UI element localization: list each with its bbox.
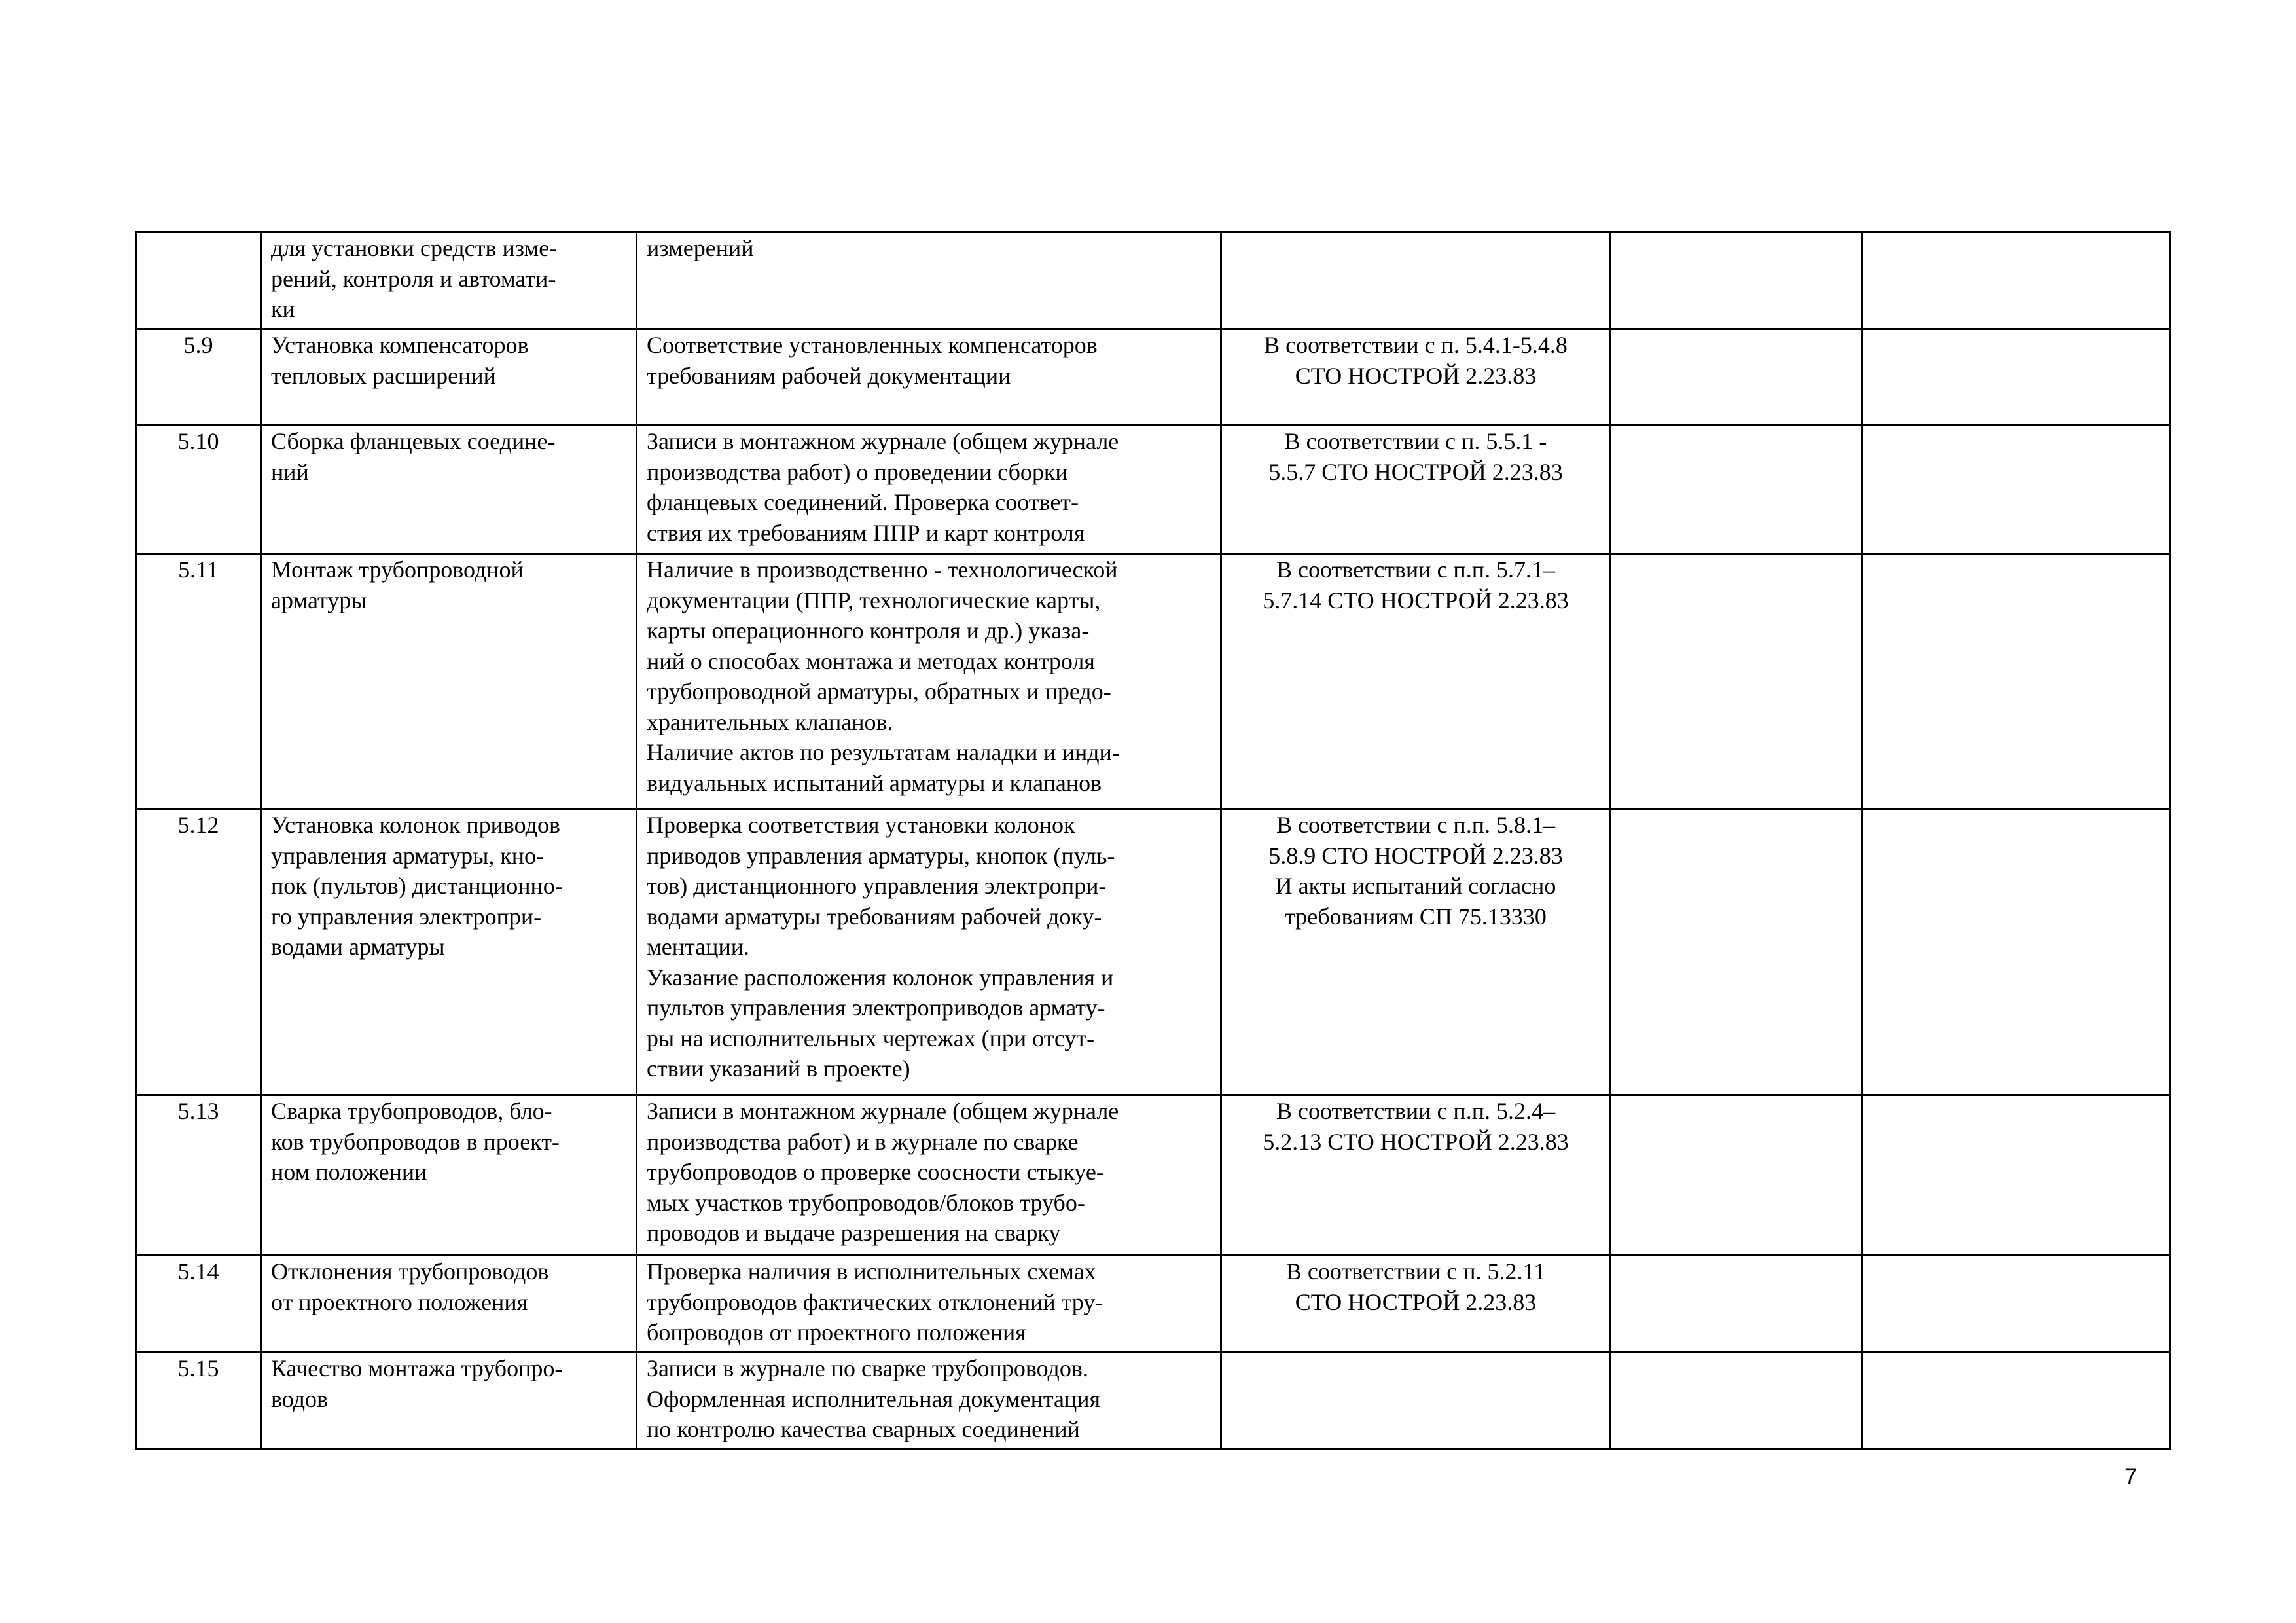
control-description-line: Соответствие установленных компенсаторов [647,332,1098,358]
table-row [136,329,2170,426]
work-name-line: рений, контроля и автомати- [271,265,556,292]
table-body [136,232,2170,1449]
cell-item-number [136,554,261,809]
cell-control-description [637,809,1221,1095]
cell-empty-1 [1611,329,1862,426]
control-description-line: Проверка соответствия установки колонок [647,812,1075,838]
control-description-line: производства работ) и в журнале по сварке [647,1128,1079,1155]
cell-empty-1 [1611,232,1862,329]
work-name-line: управления арматуры, кно- [271,842,545,869]
reference-line: СТО НОСТРОЙ 2.23.83 [1295,362,1537,389]
cell-control-description [637,1256,1221,1353]
work-name-line: ки [271,296,295,322]
page-number: 7 [2125,1465,2137,1489]
reference-line: требованиям СП 75.13330 [1285,903,1547,930]
table-row [136,554,2170,809]
control-description-line: измерений [647,235,754,261]
cell-reference [1221,554,1611,809]
reference-line: 5.7.14 СТО НОСТРОЙ 2.23.83 [1263,587,1569,613]
cell-empty-2 [1862,426,2170,554]
control-description-line: Наличие в производственно - технологической [647,556,1118,583]
cell-item-number [136,329,261,426]
reference-line: И акты испытаний согласно [1275,873,1556,899]
work-name-line: для установки средств изме- [271,235,558,261]
reference-line: В соответствии с п. 5.2.11 [1285,1258,1546,1285]
cell-work-name [261,426,637,554]
control-description-line: производства работ) о проведении сборки [647,458,1068,485]
control-description-line: карты операционного контроля и др.) указа- [647,617,1090,644]
control-description-line: проводов и выдаче разрешения на сварку [647,1220,1061,1246]
work-name-line: го управления электропри- [271,903,542,930]
cell-empty-2 [1862,809,2170,1095]
cell-empty-1 [1611,1256,1862,1353]
cell-control-description [637,329,1221,426]
work-name-line: пок (пультов) дистанционно- [271,873,563,899]
control-description-line: трубопроводов фактических отклонений тру- [647,1288,1103,1315]
cell-reference [1221,232,1611,329]
control-description-line: хранительных клапанов. [647,708,893,735]
cell-work-name [261,1095,637,1256]
work-name-line: Отклонения трубопроводов [271,1258,549,1285]
work-name-line: водами арматуры [271,934,445,960]
cell-item-number [136,426,261,554]
control-description-line: приводов управления арматуры, кнопок (пуль- [647,842,1115,869]
cell-empty-1 [1611,809,1862,1095]
control-description-line: ствия их требованиям ППР и карт контроля [647,519,1085,546]
inspection-table [135,231,2171,1450]
table-row [136,232,2170,329]
control-description-line: пультов управления электроприводов армату- [647,994,1105,1021]
item-number: 5.9 [183,332,213,358]
work-name-line: Установка колонок приводов [271,812,560,838]
item-number: 5.10 [177,428,219,454]
control-description-line: требованиям рабочей документации [647,362,1011,389]
control-description-line: бопроводов от проектного положения [647,1319,1026,1345]
reference-line: 5.5.7 СТО НОСТРОЙ 2.23.83 [1268,458,1563,485]
control-description-line: Оформленная исполнительная документация [647,1385,1101,1412]
cell-empty-1 [1611,554,1862,809]
control-description-line: ствии указаний в проекте) [647,1055,910,1082]
cell-work-name [261,1256,637,1353]
cell-control-description [637,554,1221,809]
work-name-line: тепловых расширений [271,362,496,389]
reference-line: В соответствии с п.п. 5.2.4– [1276,1098,1555,1124]
table-row [136,1095,2170,1256]
item-number: 5.15 [177,1355,219,1381]
reference-line: 5.2.13 СТО НОСТРОЙ 2.23.83 [1263,1128,1569,1155]
control-description-line: Наличие актов по результатам наладки и инди- [647,739,1120,765]
reference-line: В соответствии с п.п. 5.7.1– [1276,556,1555,583]
work-name-line: ков трубопроводов в проект- [271,1128,560,1155]
control-description-line: ментации. [647,934,749,960]
control-description-line: документации (ППР, технологические карты, [647,587,1101,613]
reference-line: В соответствии с п.п. 5.8.1– [1276,812,1555,838]
control-description-line: тов) дистанционного управления электропри- [647,873,1107,899]
control-description-line: ний о способах монтажа и методах контроля [647,647,1095,674]
work-name-line: Установка компенсаторов [271,332,529,358]
cell-reference [1221,329,1611,426]
table-row [136,809,2170,1095]
cell-item-number [136,1353,261,1449]
cell-control-description [637,426,1221,554]
control-description-line: Записи в монтажном журнале (общем журнале [647,428,1119,454]
cell-work-name [261,809,637,1095]
cell-empty-2 [1862,329,2170,426]
table-row [136,1353,2170,1449]
control-description-line: Записи в журнале по сварке трубопроводов. [647,1355,1088,1381]
item-number: 5.14 [177,1258,219,1285]
cell-empty-1 [1611,1353,1862,1449]
control-description-line: Проверка наличия в исполнительных схемах [647,1258,1096,1285]
work-name-line: Сборка фланцевых соедине- [271,428,556,454]
cell-item-number [136,809,261,1095]
control-description-line: ры на исполнительных чертежах (при отсут- [647,1025,1095,1051]
cell-work-name [261,1353,637,1449]
cell-work-name [261,329,637,426]
cell-control-description [637,1095,1221,1256]
cell-work-name [261,554,637,809]
work-name-line: арматуры [271,587,367,613]
control-description-line: трубопроводной арматуры, обратных и предо- [647,678,1111,704]
work-name-line: Качество монтажа трубопро- [271,1355,563,1381]
cell-control-description [637,232,1221,329]
cell-empty-1 [1611,1095,1862,1256]
cell-empty-2 [1862,1256,2170,1353]
cell-empty-2 [1862,1095,2170,1256]
cell-empty-2 [1862,1353,2170,1449]
work-name-line: от проектного положения [271,1288,528,1315]
cell-reference [1221,809,1611,1095]
work-name-line: ном положении [271,1159,427,1185]
item-number: 5.11 [178,556,219,583]
cell-item-number [136,1095,261,1256]
reference-line: В соответствии с п. 5.4.1-5.4.8 [1264,332,1568,358]
item-number: 5.13 [177,1098,219,1124]
cell-reference [1221,1256,1611,1353]
control-description-line: мых участков трубопроводов/блоков трубо- [647,1189,1085,1216]
control-description-line: видуальных испытаний арматуры и клапанов [647,769,1102,796]
cell-empty-2 [1862,232,2170,329]
cell-work-name [261,232,637,329]
control-description-line: Указание расположения колонок управления и [647,964,1114,991]
reference-line: В соответствии с п. 5.5.1 - [1284,428,1547,454]
control-description-line: по контролю качества сварных соединений [647,1416,1080,1442]
table-row [136,426,2170,554]
work-name-line: Сварка трубопроводов, бло- [271,1098,552,1124]
cell-control-description [637,1353,1221,1449]
reference-line: СТО НОСТРОЙ 2.23.83 [1295,1288,1537,1315]
cell-reference [1221,1095,1611,1256]
work-name-line: Монтаж трубопроводной [271,556,524,583]
work-name-line: ний [271,458,309,485]
work-name-line: водов [271,1385,329,1412]
cell-reference [1221,1353,1611,1449]
control-description-line: водами арматуры требованиям рабочей доку- [647,903,1102,930]
cell-empty-2 [1862,554,2170,809]
cell-empty-1 [1611,426,1862,554]
control-description-line: фланцевых соединений. Проверка соответ- [647,489,1079,515]
item-number: 5.12 [177,812,219,838]
reference-line: 5.8.9 СТО НОСТРОЙ 2.23.83 [1268,842,1563,869]
cell-item-number [136,232,261,329]
control-description-line: Записи в монтажном журнале (общем журнале [647,1098,1119,1124]
table-row [136,1256,2170,1353]
cell-item-number [136,1256,261,1353]
control-description-line: трубопроводов о проверке соосности стыкуе- [647,1159,1104,1185]
cell-reference [1221,426,1611,554]
